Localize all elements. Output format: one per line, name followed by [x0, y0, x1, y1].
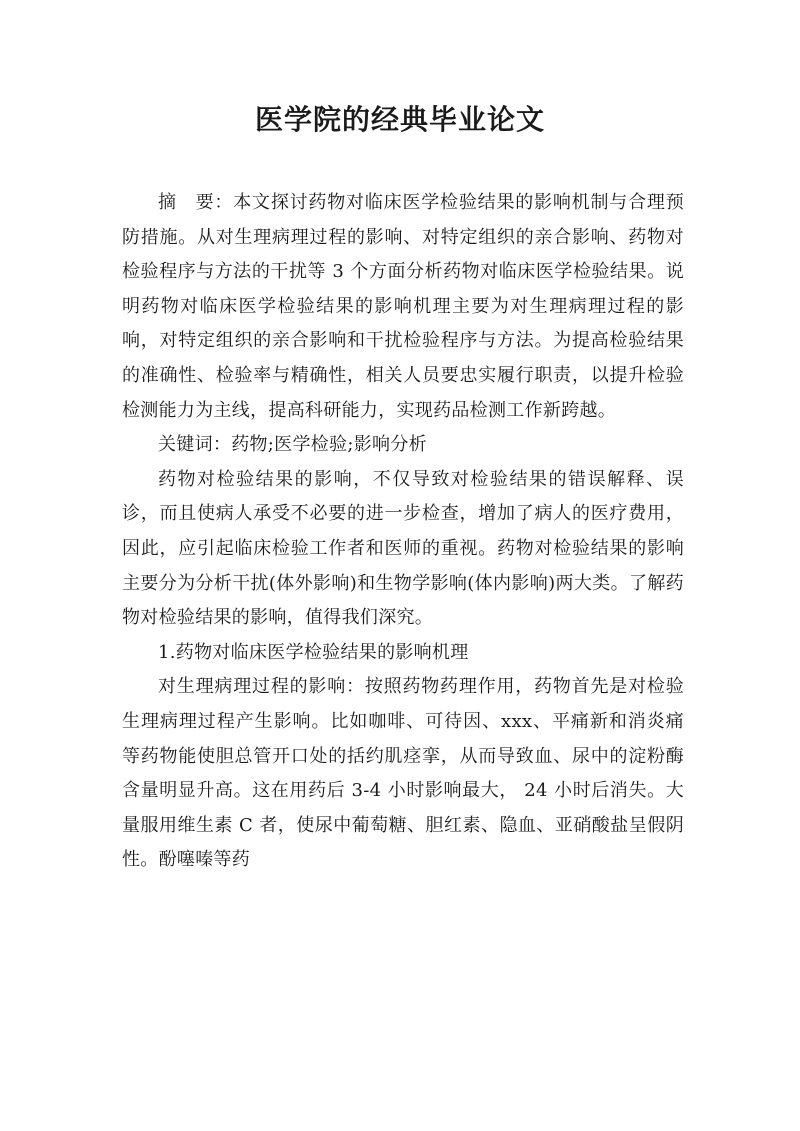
- intro-paragraph: 药物对检验结果的影响，不仅导致对检验结果的错误解释、误诊，而且使病人承受不必要的进一步检查，增加了病人的医疗费用，因此，应引起临床检验工作者和医师的重视。药物对检验结果的影响主要分为分析干扰(体外影响)和生物学影响(体内影响)两大类。了解药物对检验结果的影响，值得我们深究。: [122, 468, 684, 629]
- section-paragraph: 对生理病理过程的影响：按照药物药理作用，药物首先是对检验生理病理过程产生影响。比如咖啡、可待因、xxx、平痛新和消炎痛等药物能使胆总管开口处的括约肌痉挛，从而导致血、尿中的淀粉酶含量明显升高。这在用药后 3-4 小时影响最大， 24 小时后消失。大量服用维生素 C 者，使尿中葡萄糖、胆红素、隐血、亚硝酸盐呈假阴性。酚噻嗪等药: [122, 676, 684, 871]
- document-title: 医学院的经典毕业论文: [254, 103, 545, 136]
- abstract-paragraph: 摘 要：本文探讨药物对临床医学检验结果的影响机制与合理预防措施。从对生理病理过程的影响、对特定组织的亲合影响、药物对检验程序与方法的干扰等 3 个方面分析药物对临床医学检验结果。说明药物对临床医学检验结果的影响机理主要为对生理病理过程的影响，对特定组织的亲合影响和干扰检验程序与方法。为提高检验结果的准确性、检验率与精确性，相关人员要忠实履行职责，以提升检验检测能力为主线，提高科研能力，实现药品检测工作新跨越。: [122, 192, 684, 421]
- section-heading: 1.药物对临床医学检验结果的影响机理: [158, 641, 469, 663]
- document-body: [122, 186, 684, 878]
- keywords-paragraph: 关键词：药物;医学检验;影响分析: [158, 434, 427, 456]
